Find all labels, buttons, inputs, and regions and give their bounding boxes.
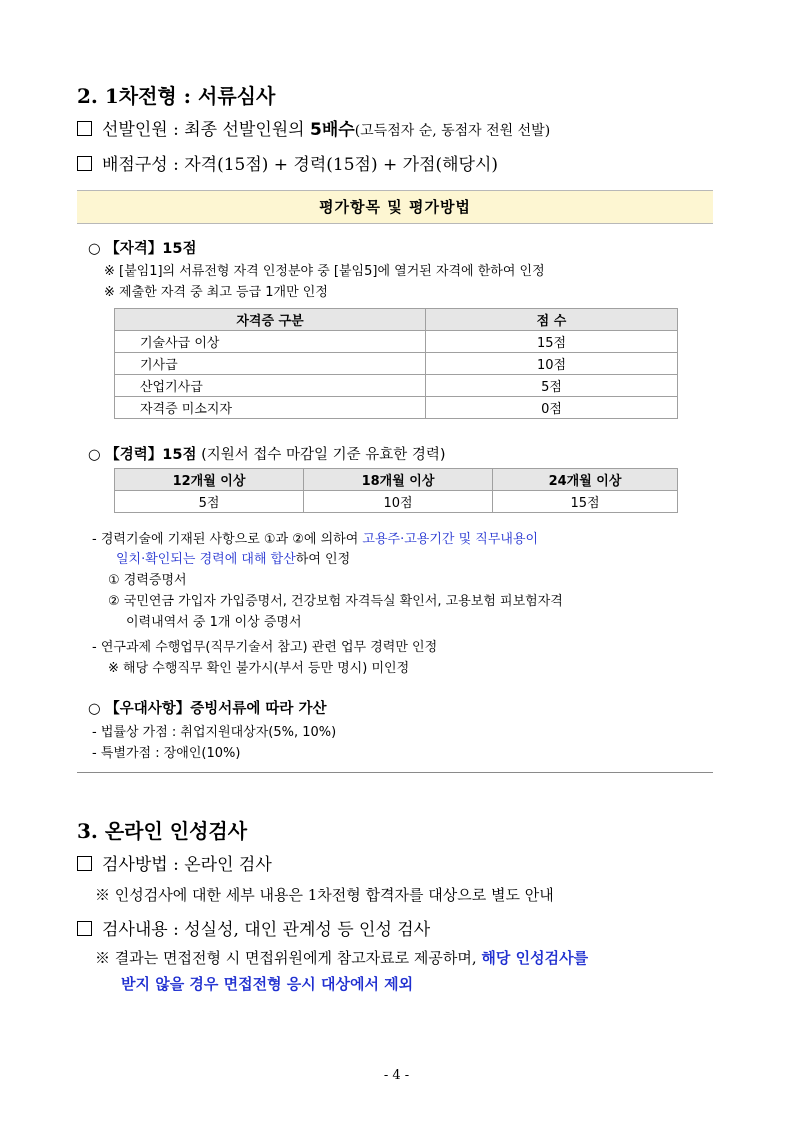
table-cell: 기사급 [115,353,426,375]
evaluation-panel-header: 평가항목 및 평가방법 [77,190,713,224]
preference-item-1: - 법률상 가점 : 취업지원대상자(5%, 10%) [92,725,337,740]
table-row [115,397,678,419]
qualification-heading-text: 【자격】15점 [105,241,197,257]
table-cell: 10점 [426,353,678,375]
qualification-table [114,308,678,419]
career-paragraph-1-cont [116,548,350,567]
test-content-note [95,947,588,968]
test-content-note-text: ※ 결과는 면접전형 시 면접위원에게 참고자료로 제공하며, [95,949,482,967]
test-method-note: ※ 인성검사에 대한 세부 내용은 1차전형 합격자를 대상으로 별도 안내 [95,886,554,904]
career-list-2-cont: 이력내역서 중 1개 이상 증명서 [126,615,302,630]
career-heading [88,443,446,464]
career-paragraph-2: - 연구과제 수행업무(직무기술서 참고) 관련 업무 경력만 인정 [92,640,438,655]
test-content-note-highlight: 해당 인성검사를 [481,949,589,967]
table-row [115,353,678,375]
table-cell: 15점 [493,491,678,513]
test-content-line [77,915,430,940]
table-row [115,375,678,397]
circle-bullet-icon: ○ [88,701,106,717]
col-header-qualification: 자격증 구분 [115,309,426,331]
table-cell: 15점 [426,331,678,353]
career-heading-note: (지원서 접수 마감일 기준 유효한 경력) [196,447,446,463]
test-content-text: 검사내용 : 성실성, 대인 관계성 등 인성 검사 [102,920,431,940]
col-header-12m: 12개월 이상 [115,469,304,491]
table-cell: 5점 [115,491,304,513]
career-paragraph-2-note: ※ 해당 수행직무 확인 불가시(부서 등만 명시) 미인정 [108,661,410,676]
preference-heading-text: 【우대사항】증빙서류에 따라 가산 [105,701,327,717]
selection-count-line [77,115,550,140]
section-3-title: 3. 온라인 인성검사 [77,819,248,843]
career-paragraph-1 [92,528,538,547]
score-composition-line [77,150,498,175]
career-highlight: 고용주·고용기간 및 직무내용이 [362,532,539,547]
page-number: - 4 - [383,1068,410,1083]
col-header-score: 점 수 [426,309,678,331]
table-row [115,331,678,353]
circle-bullet-icon: ○ [88,241,106,257]
career-heading-text: 【경력】15점 [105,447,197,463]
table-cell: 0점 [426,397,678,419]
table-row [115,491,678,513]
checkbox-square-icon [77,921,92,936]
career-text: 하여 인정 [295,552,351,567]
table-cell: 자격증 미소지자 [115,397,426,419]
selection-count-text: 선발인원 : 최종 선발인원의 [102,120,310,140]
checkbox-square-icon [77,156,92,171]
qualification-note-1: ※ [붙임1]의 서류전형 자격 인정분야 중 [붙임5]에 열거된 자격에 한하여 인정 [104,264,545,279]
col-header-18m: 18개월 이상 [304,469,493,491]
qualification-heading [88,237,196,258]
selection-multiple: 5배수 [310,120,355,140]
test-content-note-cont: 받지 않을 경우 면접전형 응시 대상에서 제외 [121,975,414,993]
career-text: - 경력기술에 기재된 사항으로 ①과 ②에 의하여 [92,532,363,547]
qualification-note-2: ※ 제출한 자격 중 최고 등급 1개만 인정 [104,285,328,300]
test-method-line [77,850,272,875]
preference-heading [88,697,326,718]
score-composition-text: 배점구성 : 자격(15점) + 경력(15점) + 가점(해당시) [102,155,499,175]
career-highlight: 일치·확인되는 경력에 대해 합산 [116,552,296,567]
career-list-1: ① 경력증명서 [108,573,187,588]
test-method-text: 검사방법 : 온라인 검사 [102,855,272,875]
preference-item-2: - 특별가점 : 장애인(10%) [92,746,241,761]
section-2-title: 2. 1차전형 : 서류심사 [77,84,276,108]
career-table [114,468,678,513]
checkbox-square-icon [77,121,92,136]
table-cell: 기술사급 이상 [115,331,426,353]
table-header-row [115,309,678,331]
career-list-2: ② 국민연금 가입자 가입증명서, 건강보험 자격득실 확인서, 고용보험 피보험자격 [108,594,563,609]
panel-divider [77,772,713,773]
checkbox-square-icon [77,856,92,871]
table-cell: 5점 [426,375,678,397]
selection-note: (고득점자 순, 동점자 전원 선발) [354,123,551,139]
table-cell: 산업기사급 [115,375,426,397]
table-cell: 10점 [304,491,493,513]
table-header-row [115,469,678,491]
col-header-24m: 24개월 이상 [493,469,678,491]
circle-bullet-icon: ○ [88,447,106,463]
